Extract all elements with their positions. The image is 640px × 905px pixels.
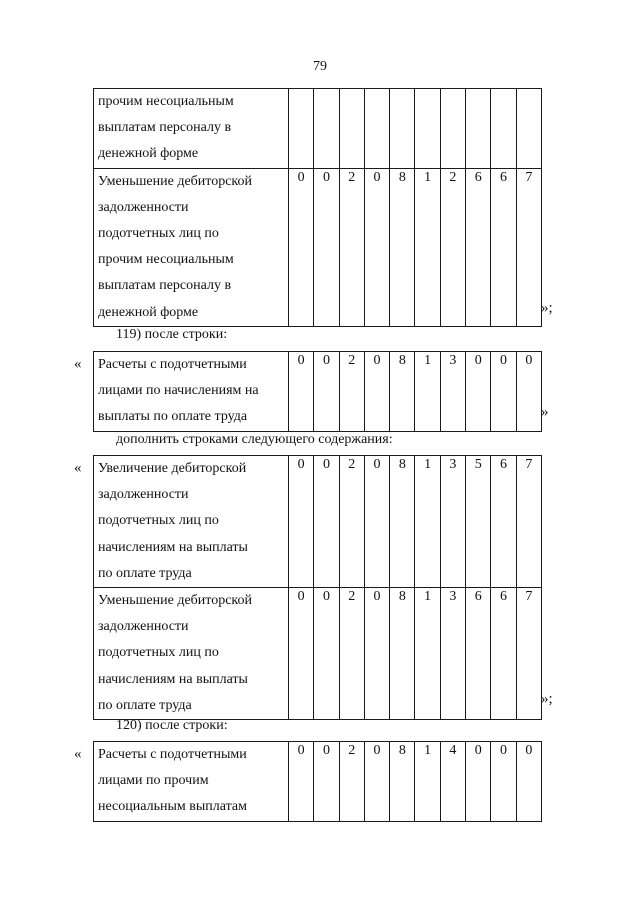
row-label-line: денежной форме [98, 304, 199, 320]
closing-quote-2: » [541, 404, 549, 420]
row-label-line: Увеличение дебиторской [98, 461, 247, 476]
code-digit: 6 [491, 456, 516, 588]
code-digit: 0 [314, 588, 339, 720]
code-digit: 6 [466, 588, 491, 720]
code-digit: 3 [440, 588, 465, 720]
code-digit: 0 [314, 352, 339, 432]
code-digit: 6 [491, 588, 516, 720]
row-label-line: прочим несоциальным [98, 94, 234, 109]
code-digit: 1 [415, 352, 440, 432]
table-row [94, 168, 542, 326]
code-digit [415, 89, 440, 169]
closing-quote-1: »; [541, 300, 553, 316]
row-label-line: по оплате труда [98, 697, 192, 713]
code-digit: 0 [364, 588, 389, 720]
row-label-line: Уменьшение дебиторской [98, 173, 253, 189]
page-number: 79 [313, 59, 327, 74]
paragraph-add-rows: дополнить строками следующего содержания: [116, 432, 393, 447]
row-label-line: начислениям на выплаты [98, 671, 248, 687]
code-digit: 1 [415, 742, 440, 822]
code-digit: 6 [491, 168, 516, 326]
code-digit: 0 [491, 352, 516, 432]
code-digit: 1 [415, 456, 440, 588]
code-digit: 2 [440, 168, 465, 326]
row-label-line: несоциальным выплатам [98, 799, 247, 815]
table-row [94, 456, 542, 588]
paragraph-119: 119) после строки: [116, 327, 228, 342]
code-digit: 0 [289, 168, 314, 326]
code-digit: 0 [314, 168, 339, 326]
row-label-line: подотчетных лиц по [98, 645, 219, 661]
code-digit [516, 89, 541, 169]
code-digit: 0 [364, 352, 389, 432]
code-digit: 2 [339, 588, 364, 720]
code-table-2 [93, 351, 542, 432]
closing-quote-3: »; [541, 691, 553, 707]
code-digit: 8 [390, 456, 415, 588]
code-digit: 1 [415, 168, 440, 326]
table-row [94, 89, 542, 169]
code-digit [364, 89, 389, 169]
row-label-line: Расчеты с подотчетными [98, 357, 247, 372]
code-digit: 0 [364, 168, 389, 326]
code-digit: 7 [516, 456, 541, 588]
paragraph-120: 120) после строки: [116, 718, 228, 733]
row-label-line: по оплате труда [98, 565, 192, 581]
code-digit: 8 [390, 168, 415, 326]
row-label [94, 742, 289, 822]
code-digit: 2 [339, 168, 364, 326]
code-digit: 2 [339, 456, 364, 588]
code-digit [289, 89, 314, 169]
row-label-line: прочим несоциальным [98, 252, 234, 268]
row-label [94, 456, 289, 588]
row-label-line: задолженности [98, 199, 189, 215]
table-row [94, 742, 542, 822]
code-digit: 7 [516, 168, 541, 326]
code-digit: 7 [516, 588, 541, 720]
code-digit: 2 [339, 742, 364, 822]
code-digit: 1 [415, 588, 440, 720]
row-label-line: выплатам персоналу в [98, 120, 232, 136]
code-digit: 0 [289, 742, 314, 822]
row-label-line: лицами по начислениям на [98, 383, 259, 399]
code-table-3 [93, 455, 542, 720]
table-row [94, 352, 542, 432]
code-digit: 3 [440, 456, 465, 588]
row-label-line: задолженности [98, 619, 189, 635]
code-digit: 8 [390, 588, 415, 720]
row-label-line: задолженности [98, 487, 189, 503]
opening-quote-3: « [74, 460, 82, 476]
code-digit: 0 [491, 742, 516, 822]
code-table-4 [93, 741, 542, 822]
code-digit: 3 [440, 352, 465, 432]
code-digit: 0 [314, 742, 339, 822]
code-digit: 0 [466, 742, 491, 822]
code-digit: 0 [516, 352, 541, 432]
row-label-line: Расчеты с подотчетными [98, 747, 247, 762]
code-digit: 4 [440, 742, 465, 822]
row-label-line: лицами по прочим [98, 773, 209, 789]
row-label [94, 588, 289, 720]
row-label-line: подотчетных лиц по [98, 513, 219, 529]
code-digit [314, 89, 339, 169]
code-digit: 0 [289, 588, 314, 720]
code-digit [390, 89, 415, 169]
code-digit: 8 [390, 352, 415, 432]
code-digit [466, 89, 491, 169]
code-digit: 0 [466, 352, 491, 432]
row-label-line: выплатам персоналу в [98, 278, 232, 294]
code-digit: 0 [289, 456, 314, 588]
code-digit: 2 [339, 352, 364, 432]
code-digit: 8 [390, 742, 415, 822]
code-digit: 6 [466, 168, 491, 326]
row-label-line: начислениям на выплаты [98, 539, 248, 555]
opening-quote-2: « [74, 356, 82, 372]
table-row [94, 588, 542, 720]
row-label-line: Уменьшение дебиторской [98, 593, 253, 609]
code-digit: 0 [289, 352, 314, 432]
code-digit [440, 89, 465, 169]
code-digit: 5 [466, 456, 491, 588]
row-label-line: денежной форме [98, 146, 199, 162]
row-label [94, 89, 289, 169]
code-digit: 0 [516, 742, 541, 822]
code-digit [339, 89, 364, 169]
code-digit [491, 89, 516, 169]
row-label [94, 352, 289, 432]
code-digit: 0 [364, 742, 389, 822]
code-digit: 0 [364, 456, 389, 588]
row-label-line: выплаты по оплате труда [98, 409, 248, 425]
code-table-1 [93, 88, 542, 327]
opening-quote-4: « [74, 746, 82, 762]
row-label-line: подотчетных лиц по [98, 226, 219, 242]
row-label [94, 168, 289, 326]
code-digit: 0 [314, 456, 339, 588]
